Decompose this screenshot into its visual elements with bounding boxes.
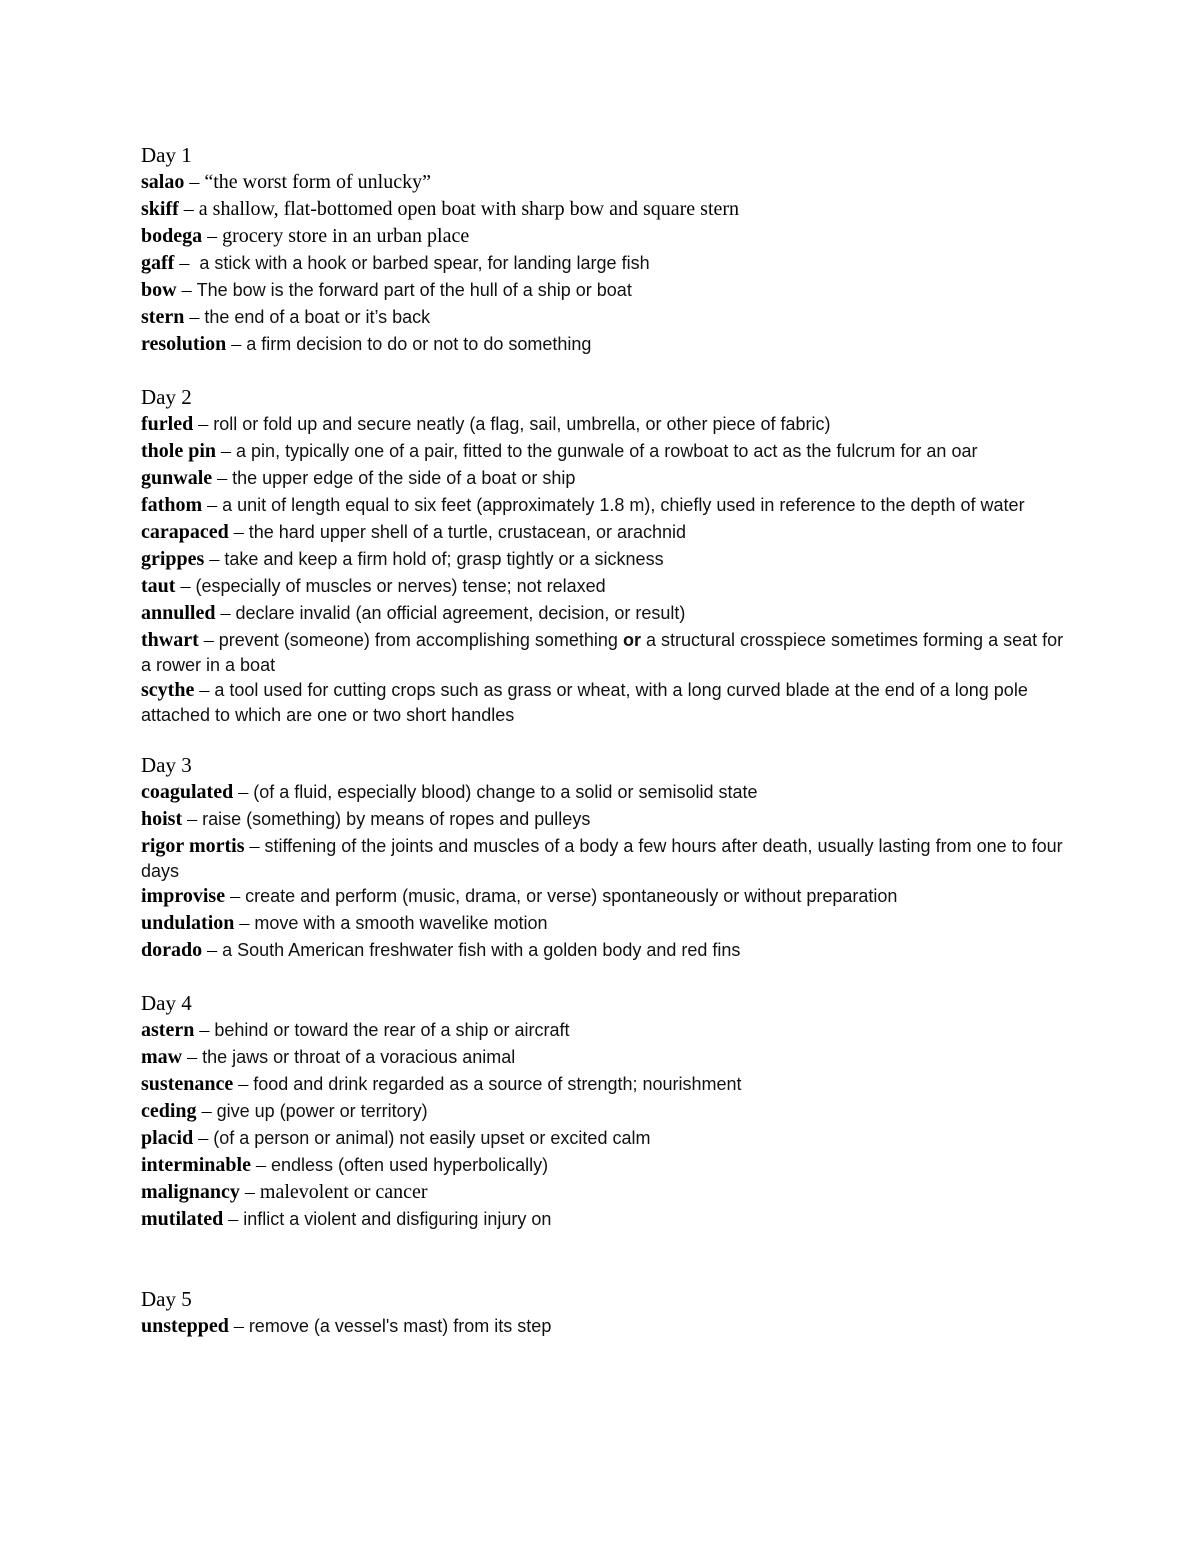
vocab-definition: the end of a boat or it’s back: [204, 307, 431, 327]
entry-dash: –: [184, 171, 205, 193]
vocab-definition: the upper edge of the side of a boat or ship: [232, 468, 576, 488]
vocab-definition: malevolent or cancer: [259, 1180, 428, 1203]
entry-dash: –: [202, 225, 223, 247]
vocab-definition: (of a fluid, especially blood) change to a solid or semisolid state: [253, 782, 758, 802]
vocab-definition: take and keep a firm hold of; grasp tightly or a sickness: [224, 549, 664, 569]
entry-dash: –: [234, 911, 255, 934]
vocab-definition: give up (power or territory): [216, 1100, 428, 1121]
vocab-term: scythe: [141, 678, 195, 701]
vocab-entry-mutilated: [141, 1206, 1071, 1233]
vocab-entry-bow: [141, 277, 1071, 304]
day-section-3: [141, 752, 1071, 964]
vocab-entry-hoist: [141, 806, 1071, 833]
vocabulary-document: [141, 142, 1071, 1340]
vocab-definition: the jaws or throat of a voracious animal: [202, 1046, 516, 1067]
day-section-1: [141, 142, 1071, 358]
entry-dash: –: [216, 440, 237, 462]
vocab-definition: move with a smooth wavelike motion: [254, 912, 548, 933]
vocab-entry-bodega: [141, 223, 1071, 250]
vocab-term: thwart: [141, 629, 199, 651]
entry-dash: –: [202, 938, 223, 961]
vocab-definition: a stick with a hook or barbed spear, for landing large fish: [199, 253, 650, 273]
vocab-term: dorado: [141, 938, 203, 961]
vocab-term: undulation: [141, 911, 235, 934]
vocab-definition: grocery store in an urban place: [222, 225, 470, 247]
vocab-entry-unstepped: [141, 1313, 1071, 1340]
entry-dash: –: [212, 467, 233, 489]
entry-dash: –: [182, 1045, 203, 1068]
vocab-entry-placid: [141, 1125, 1071, 1152]
day-section-2: [141, 384, 1071, 726]
vocab-entry-thole-pin: [141, 438, 1071, 465]
vocab-term: placid: [141, 1126, 194, 1149]
vocab-entry-astern: [141, 1017, 1071, 1044]
vocab-term: improvise: [141, 884, 226, 907]
vocab-entry-carapaced: [141, 519, 1071, 546]
vocab-term: bow: [141, 279, 177, 301]
vocab-entry-rigor-mortis: [141, 833, 1071, 883]
vocab-term: taut: [141, 575, 176, 597]
entry-dash: –: [202, 494, 223, 516]
vocab-term: sustenance: [141, 1072, 234, 1095]
entry-dash: –: [194, 1018, 215, 1041]
vocab-definition: The bow is the forward part of the hull of a ship or boat: [196, 280, 632, 300]
vocab-entry-furled: [141, 411, 1071, 438]
entry-dash: –: [244, 835, 265, 857]
vocab-entry-fathom: [141, 492, 1071, 519]
vocab-entry-malignancy: [141, 1179, 1071, 1206]
entry-dash: –: [198, 629, 219, 651]
vocab-term: thole pin: [141, 440, 217, 462]
entry-dash: –: [223, 1207, 244, 1230]
vocab-definition: food and drink regarded as a source of strength; nourishment: [253, 1073, 742, 1094]
entry-dash: –: [226, 333, 247, 355]
entry-dash: –: [228, 1314, 249, 1337]
vocab-entry-ceding: [141, 1098, 1071, 1125]
day-section-5: [141, 1286, 1071, 1340]
vocab-entry-resolution: [141, 331, 1071, 358]
vocab-definition: a South American freshwater fish with a golden body and red fins: [222, 939, 741, 960]
vocab-definition: inflict a violent and disfiguring injury on: [243, 1208, 552, 1229]
vocab-definition: remove (a vessel's mast) from its step: [248, 1315, 552, 1336]
entry-dash: –: [239, 1180, 260, 1203]
vocab-term: ceding: [141, 1099, 197, 1122]
vocab-entry-sustenance: [141, 1071, 1071, 1098]
vocab-term: annulled: [141, 602, 216, 624]
vocab-definition: raise (something) by means of ropes and pulleys: [202, 809, 591, 829]
section-spacer: [141, 1233, 1071, 1286]
day-section-4: [141, 990, 1071, 1233]
vocab-entry-coagulated: [141, 779, 1071, 806]
entry-dash: –: [233, 781, 254, 803]
entry-dash: –: [176, 279, 197, 301]
vocab-entry-gunwale: [141, 465, 1071, 492]
vocab-definition: declare invalid (an official agreement, decision, or result): [235, 603, 686, 623]
vocab-definition: behind or toward the rear of a ship or aircraft: [214, 1019, 570, 1040]
vocab-entry-annulled: [141, 600, 1071, 627]
vocab-term: resolution: [141, 333, 227, 355]
vocab-term: interminable: [141, 1153, 251, 1176]
vocab-definition: a pin, typically one of a pair, fitted to the gunwale of a rowboat to act as the fulcrum for an oar: [236, 441, 978, 461]
section-spacer: [141, 358, 1071, 384]
vocab-definition: “the worst form of unlucky”: [204, 171, 431, 193]
vocab-definition: a unit of length equal to six feet (approximately 1.8 m), chiefly used in reference to the depth of water: [222, 495, 1025, 515]
vocab-definition-part-b: a structural crosspiece sometimes forming a seat for a rower in a boat: [141, 630, 1064, 675]
vocab-definition-part-a: prevent (someone) from accomplishing something: [218, 630, 623, 650]
day-heading: Day 1: [141, 143, 192, 167]
vocab-term: gaff: [141, 252, 175, 274]
vocab-entry-gaff: [141, 250, 1071, 277]
vocab-entry-improvise: [141, 883, 1071, 910]
entry-dash: –: [251, 1153, 271, 1176]
vocab-definition: (of a person or animal) not easily upset or excited calm: [213, 1127, 651, 1148]
entry-dash: –: [174, 252, 200, 274]
vocab-term: grippes: [141, 548, 205, 570]
vocab-term: skiff: [141, 198, 179, 220]
vocab-entry-undulation: [141, 910, 1071, 937]
vocab-entry-skiff: [141, 196, 1071, 223]
vocab-term: astern: [141, 1018, 195, 1041]
vocab-term: coagulated: [141, 781, 234, 803]
entry-dash: –: [193, 1126, 214, 1149]
entry-dash: –: [184, 306, 205, 328]
day-heading: Day 3: [141, 753, 192, 777]
vocab-term: salao: [141, 171, 185, 193]
vocab-term: rigor mortis: [141, 835, 245, 857]
entry-dash: –: [228, 521, 249, 543]
entry-dash: –: [182, 808, 203, 830]
vocab-entry-taut: [141, 573, 1071, 600]
vocab-term: gunwale: [141, 467, 213, 489]
day-heading: Day 2: [141, 385, 192, 409]
vocab-definition: (especially of muscles or nerves) tense; not relaxed: [195, 576, 606, 596]
entry-dash: –: [233, 1072, 254, 1095]
vocab-term: hoist: [141, 808, 183, 830]
day-heading: Day 5: [141, 1286, 192, 1311]
vocab-definition: roll or fold up and secure neatly (a flag, sail, umbrella, or other piece of fabric): [213, 414, 831, 434]
vocab-term: unstepped: [141, 1314, 229, 1337]
entry-dash: –: [178, 198, 199, 220]
day-heading: Day 4: [141, 990, 192, 1015]
vocab-term: mutilated: [141, 1207, 224, 1230]
vocab-definition: the hard upper shell of a turtle, crustacean, or arachnid: [248, 522, 687, 542]
vocab-entry-stern: [141, 304, 1071, 331]
vocab-entry-interminable: [141, 1152, 1071, 1179]
vocab-term: fathom: [141, 494, 203, 516]
entry-dash: –: [175, 575, 196, 597]
vocab-definition: stiffening of the joints and muscles of a body a few hours after death, usually lasting from one to four days: [141, 836, 1063, 881]
vocab-definition: a tool used for cutting crops such as grass or wheat, with a long curved blade at the end of a long pole attached to which are one or two short handles: [141, 679, 1028, 725]
vocab-term: furled: [141, 413, 194, 435]
entry-dash: –: [194, 678, 215, 701]
vocab-term: malignancy: [141, 1180, 240, 1203]
vocab-entry-thwart: [141, 627, 1071, 677]
vocab-term: maw: [141, 1045, 183, 1068]
entry-dash: –: [215, 602, 236, 624]
vocab-entry-grippes: [141, 546, 1071, 573]
vocab-entry-maw: [141, 1044, 1071, 1071]
vocab-entry-scythe: [141, 677, 1071, 727]
vocab-term: bodega: [141, 225, 203, 247]
vocab-entry-dorado: [141, 937, 1071, 964]
entry-dash: –: [196, 1099, 217, 1122]
entry-dash: –: [193, 413, 214, 435]
vocab-definition: endless (often used hyperbolically): [271, 1154, 549, 1175]
vocab-definition-or: or: [622, 630, 641, 650]
section-spacer: [141, 964, 1071, 990]
entry-dash: –: [225, 884, 246, 907]
section-spacer: [141, 726, 1071, 752]
vocab-term: carapaced: [141, 521, 229, 543]
vocab-definition: create and perform (music, drama, or verse) spontaneously or without preparation: [245, 885, 898, 906]
vocab-definition: a shallow, flat-bottomed open boat with sharp bow and square stern: [198, 198, 740, 220]
vocab-term: stern: [141, 306, 185, 328]
vocab-definition: a firm decision to do or not to do something: [246, 334, 592, 354]
entry-dash: –: [204, 548, 225, 570]
vocab-entry-salao: [141, 169, 1071, 196]
